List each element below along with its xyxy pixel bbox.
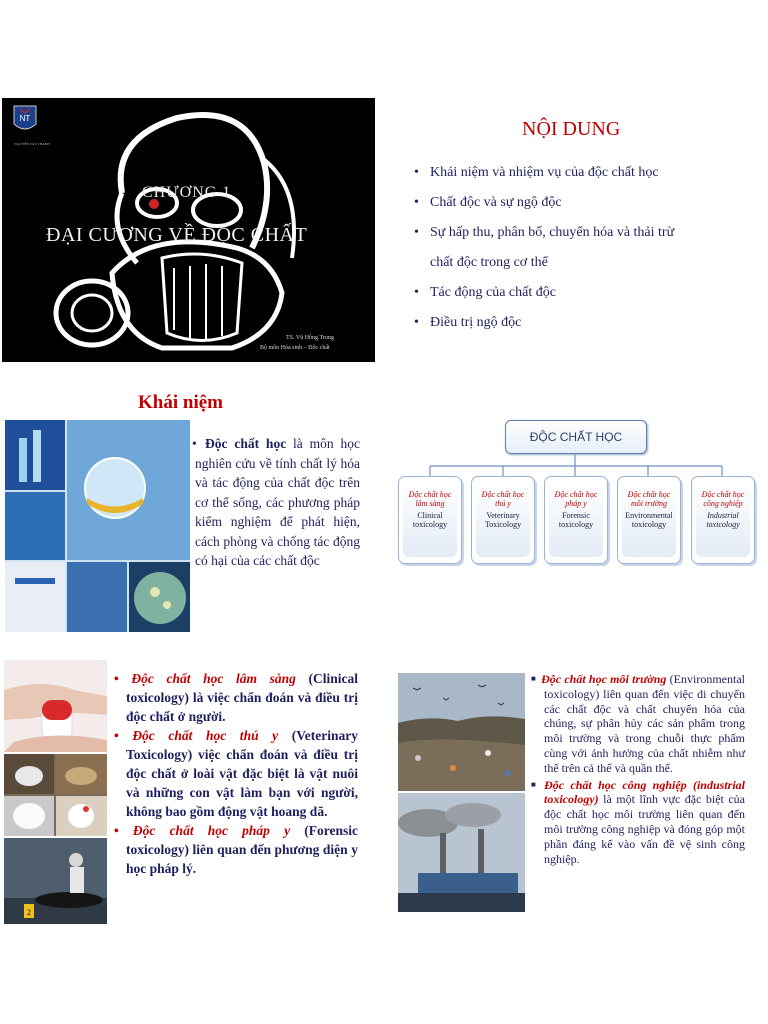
definition-text: là môn học nghiên cứu về tính chất lý hóa và tác động của chất độc trên cơ thể sống, các phương pháp kiểm nghiệm để phát hiện, cách phòng và chống tác động có hại của các chất độc	[195, 436, 360, 568]
contents-title: NỘI DUNG	[522, 118, 621, 140]
animals-photo-collage	[4, 754, 107, 836]
concept-title: Khái niệm	[138, 392, 223, 413]
diagram-branch	[544, 476, 608, 564]
list-item: ■ Độc chất học công nghiệp (industrial toxicology) là một lĩnh vực đặc biệt của độc chất học môi trường liên quan đến môi trường công nghiệp và đóng góp một phần đáng kể vào vấn đề vệ sinh công nghiệp.	[531, 777, 745, 866]
diagram-branch	[617, 476, 681, 564]
branch-vn: Độc chất học công nghiệp	[701, 490, 745, 508]
forensic-scene-photo	[4, 838, 107, 924]
branch-en: Veterinary Toxicology	[484, 511, 522, 529]
svg-text:2: 2	[27, 908, 31, 917]
department-name: Bộ môn Hóa sinh – Độc chất	[260, 345, 330, 351]
pill-photo	[4, 660, 107, 752]
list-item: • Sự hấp thu, phân bố, chuyển hóa và thải trừ	[404, 218, 756, 248]
diagram-branch	[691, 476, 755, 564]
clinical-veterinary-forensic-text	[112, 669, 358, 878]
university-logo-icon	[14, 106, 36, 129]
branch-vn: Độc chất học pháp y	[554, 490, 598, 508]
list-item: • Độc chất học lâm sàng (Clinical toxicology) là việc chẩn đoán và điều trị độc chất ở người.	[114, 671, 358, 724]
title-slide	[2, 98, 375, 362]
contents-list	[404, 158, 756, 338]
list-item: ■ Độc chất học môi trường (Environmental toxicology) liên quan đến việc di chuyển các chất độc và chất chuyển hóa của chúng, sự phân hủy các sản phẩm trong môi trường và trong chuỗi thực phẩm cùng với ảnh hưởng của chất nhiễm như thế trên cả thể và quần thể.	[531, 672, 745, 775]
chapter-label: CHƯƠNG 1	[142, 184, 232, 201]
concept-definition: • Độc chất học là môn học nghiên cứu về tính chất lý hóa và tác động của chất độc trên cơ thể sống, các phương pháp kiểm nghiệm để phát hiện, cách phòng và chống tác động có hại của các chất độc	[192, 436, 360, 568]
branch-vn: Độc chất học lâm sàng	[408, 490, 452, 508]
factory-smokestacks-photo	[398, 793, 525, 912]
list-item: • Khái niệm và nhiệm vụ của độc chất học	[404, 158, 756, 188]
landfill-photo	[398, 673, 525, 791]
diagram-root: ĐỘC CHẤT HỌC	[505, 420, 647, 454]
list-item: • Chất độc và sự ngộ độc	[404, 188, 756, 218]
list-item: • Tác động của chất độc	[404, 278, 756, 308]
list-item: • Điều trị ngộ độc	[404, 308, 756, 338]
branch-en: Industrial toxicology	[706, 511, 740, 529]
diagram-branch	[471, 476, 535, 564]
svg-text:NT: NT	[19, 114, 31, 123]
environmental-industrial-text	[531, 672, 745, 868]
logo-caption: NGUYỄN TẤT THÀNH	[14, 142, 50, 146]
laboratory-photo-collage	[5, 420, 190, 632]
branch-vn: Độc chất học thú y	[481, 490, 525, 508]
list-item: • Độc chất học pháp y (Forensic toxicology) liên quan đến phương diện y học pháp lý.	[114, 823, 358, 876]
branch-en: Environmental toxicology	[625, 511, 673, 529]
diagram-branch	[398, 476, 462, 564]
chapter-title: ĐẠI CƯƠNG VỀ ĐỘC CHẤT	[46, 224, 308, 246]
list-item-continuation: chất độc trong cơ thể	[430, 255, 548, 270]
branch-en: Forensic toxicology	[558, 511, 594, 529]
author-name: TS. Vũ Hồng Trung	[286, 335, 334, 341]
list-item: • Độc chất học thú y (Veterinary Toxicology) việc chẩn đoán và điều trị độc chất ở loài vật đặc biệt là vật nuôi và những con vật làm bạn với người, không bao gồm động vật hoang dã.	[114, 728, 358, 819]
term: Độc chất học	[205, 436, 287, 451]
branch-en: Clinical toxicology	[412, 511, 448, 529]
branch-vn: Độc chất học môi trường	[627, 490, 671, 508]
